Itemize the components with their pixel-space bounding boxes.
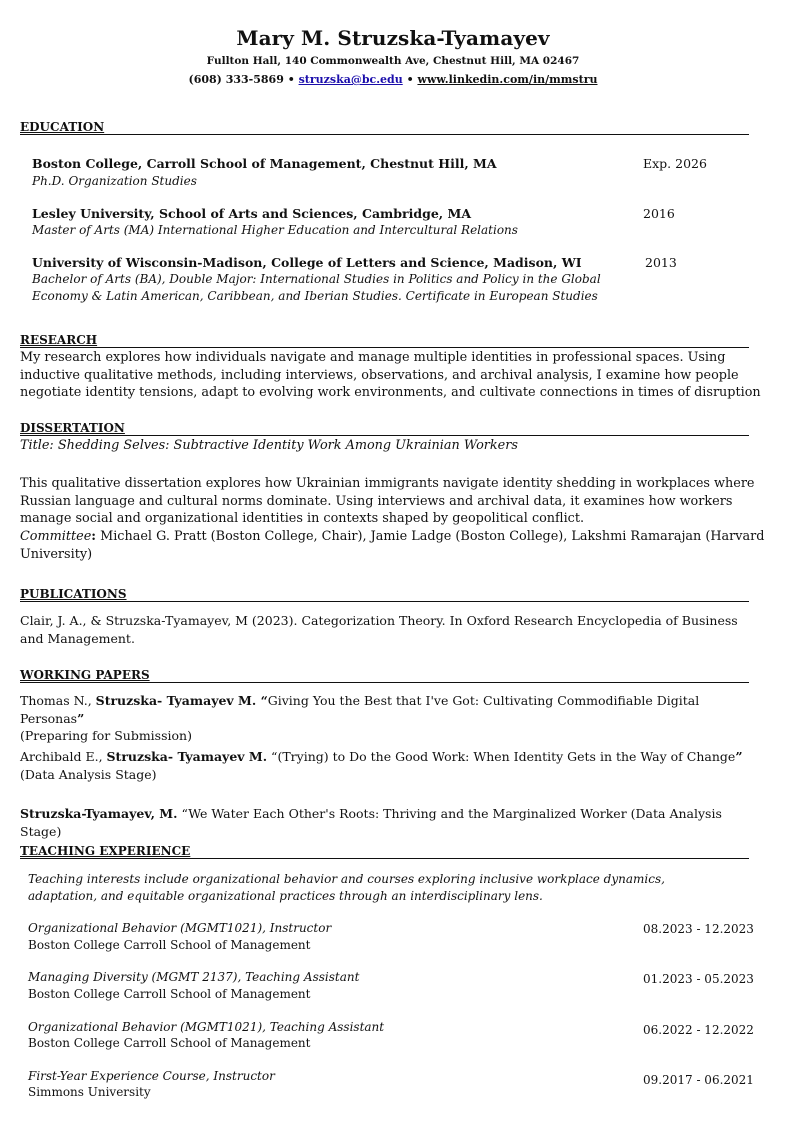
teaching-school-4: Simmons University [28, 1085, 151, 1099]
teaching-school-3: Boston College Carroll School of Management [28, 1036, 311, 1050]
teaching-course-1: Organizational Behavior (MGMT1021), Instructor [28, 921, 332, 935]
date-phd: Exp. 2026 [643, 156, 707, 171]
bullet-separator: • [406, 73, 414, 86]
teaching-school-1: Boston College Carroll School of Management [28, 938, 311, 952]
teaching-course-4: First-Year Experience Course, Instructor [28, 1069, 275, 1083]
degree-ba-line2: Economy & Latin American, Caribbean, and Iberian Studies. Certificate in European Studies [32, 289, 598, 303]
dissertation-title: Title: Shedding Selves: Subtractive Identity Work Among Ukrainian Workers [20, 438, 518, 453]
publication-item: Clair, J. A., & Struzska-Tyamayev, M (2023). Categorization Theory. In Oxford Research Encyclopedia of Business and Management. [20, 613, 738, 646]
education-entry-uw: University of Wisconsin-Madison, College of Letters and Science, Madison, WI [32, 255, 582, 270]
degree-phd: Ph.D. Organization Studies [32, 174, 197, 188]
teaching-course-3: Organizational Behavior (MGMT1021), Teaching Assistant [28, 1020, 385, 1034]
date-ma: 2016 [643, 206, 675, 221]
phone: (608) 333-5869 [188, 73, 284, 86]
working-paper-1: Thomas N., Struzska- Tyamayev M. “Giving You the Best that I've Got: Cultivating Commodifiable Digital Personas” (Preparing for Submission) [20, 693, 700, 743]
education-heading: EDUCATION [20, 120, 749, 135]
dissertation-text: This qualitative dissertation explores how Ukrainian immigrants navigate identity shedding in workplaces where Russian language and cultural norms dominate. Using interviews and archival data, it examines how workers manage social and organizational identities in contexts shaped by geopolitical conflict. [20, 476, 755, 526]
teaching-dates-4: 09.2017 - 06.2021 [643, 1073, 754, 1087]
teaching-dates-3: 06.2022 - 12.2022 [643, 1023, 754, 1037]
teaching-course-2: Managing Diversity (MGMT 2137), Teaching Assistant [28, 970, 360, 984]
bullet-separator: • [287, 73, 295, 86]
date-ba: 2013 [645, 255, 677, 270]
contact-line [0, 73, 786, 86]
dissertation-heading: DISSERTATION [20, 421, 749, 436]
publications-heading: PUBLICATIONS [20, 587, 749, 602]
address: Fullton Hall, 140 Commonwealth Ave, Chestnut Hill, MA 02467 [206, 55, 580, 67]
cv-name: Mary M. Struzska-Tyamayev [236, 26, 550, 50]
degree-ba-line1: Bachelor of Arts (BA), Double Major: International Studies in Politics and Policy in the Global [32, 272, 601, 286]
teaching-school-2: Boston College Carroll School of Management [28, 987, 311, 1001]
teaching-interests: Teaching interests include organizational behavior and courses exploring inclusive workplace dynamics, adaptation, and equitable organizational practices through an interdisciplinary lens. [28, 872, 665, 903]
email-link[interactable]: struzska@bc.edu [298, 73, 403, 86]
research-heading: RESEARCH [20, 333, 749, 348]
education-entry-bc: Boston College, Carroll School of Management, Chestnut Hill, MA [32, 156, 497, 171]
working-paper-2: Archibald E., Struzska- Tyamayev M. “(Trying) to Do the Good Work: When Identity Gets in the Way of Change” (Data Analysis Stage) [20, 749, 743, 782]
education-entry-lesley: Lesley University, School of Arts and Sciences, Cambridge, MA [32, 206, 472, 221]
teaching-heading: TEACHING EXPERIENCE [20, 844, 749, 859]
teaching-dates-1: 08.2023 - 12.2023 [643, 922, 754, 936]
dissertation-committee: Committee: Michael G. Pratt (Boston College, Chair), Jamie Ladge (Boston College), Lakshmi Ramarajan (Harvard University) [20, 529, 765, 562]
working-paper-3: Struzska-Tyamayev, M. “We Water Each Other's Roots: Thriving and the Marginalized Worker (Data Analysis Stage) [20, 806, 722, 839]
research-text: My research explores how individuals navigate and manage multiple identities in professional spaces. Using inductive qualitative methods, including interviews, observations, and archival analysis, I examine how people negotiate identity tensions, adapt to evolving work environments, and cultivate connections in times of disruption [20, 350, 761, 400]
teaching-dates-2: 01.2023 - 05.2023 [643, 972, 754, 986]
working-papers-heading: WORKING PAPERS [20, 668, 749, 683]
linkedin-link[interactable]: www.linkedin.com/in/mmstru [417, 73, 598, 86]
degree-ma: Master of Arts (MA) International Higher Education and Intercultural Relations [32, 223, 518, 237]
